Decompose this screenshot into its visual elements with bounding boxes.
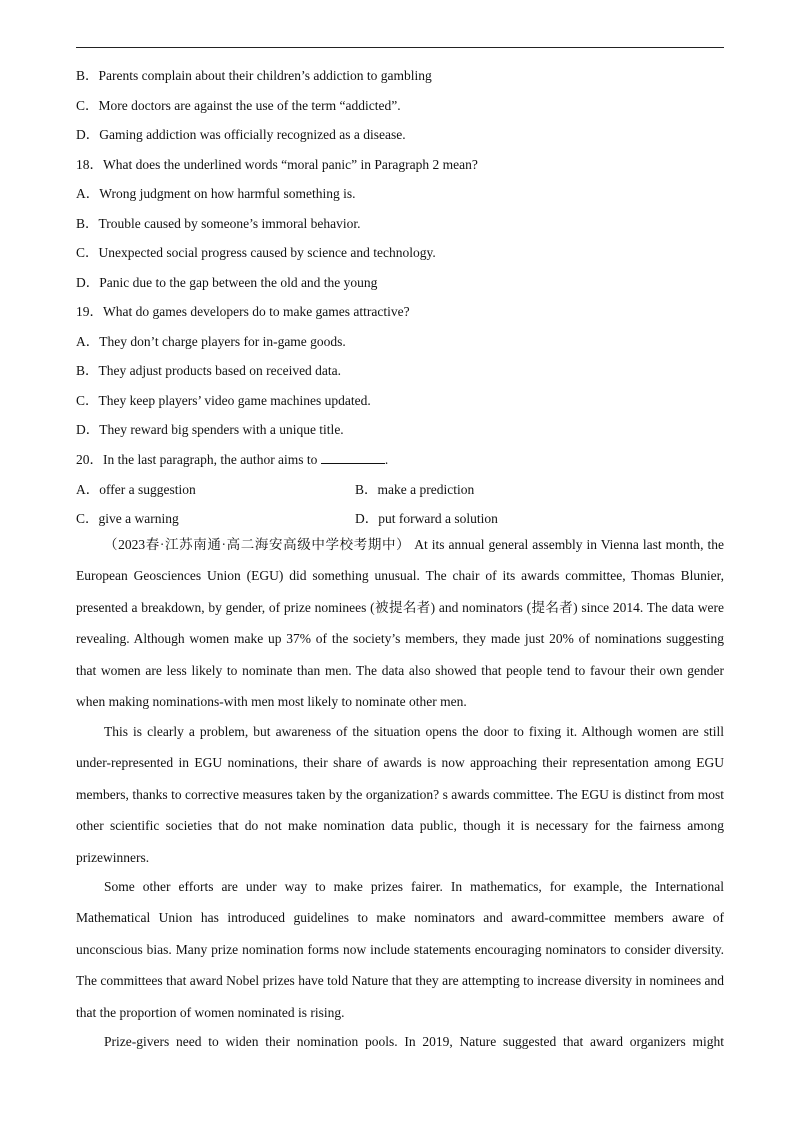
passage-paragraph-1: （2023春·江苏南通·高二海安高级中学校考期中） At its annual general assembly in Vienna last month, the European Geosciences Union (EGU) did something unusual. The chair of its awards committee, Thomas Blunier, presented a breakdown, by gender, of prize nominees (被提名者) and nominators (提名者) since 2014. The data were revealing. Although women make up 37% of the society’s members, they made just 20% of nominations suggesting that women are less likely to nominate than men. The data also showed that people tend to favour their own gender when making nominations-with men most likely to nominate other men. bbox=[76, 537, 724, 710]
q17-option-c: C．More doctors are against the use of the term “addicted”. bbox=[76, 98, 401, 113]
q19-option-b: B．They adjust products based on received data. bbox=[76, 363, 342, 378]
q20-stem-end: . bbox=[384, 452, 389, 467]
q18-stem: 18．What does the underlined words “moral panic” in Paragraph 2 mean? bbox=[76, 157, 478, 172]
passage-paragraph-4: Prize-givers need to widen their nomination pools. In 2019, Nature suggested that award organizers might bbox=[104, 1034, 724, 1049]
q19-option-d: D．They reward big spenders with a unique title. bbox=[76, 422, 344, 437]
answer-blank bbox=[321, 451, 385, 464]
header-rule bbox=[76, 47, 724, 48]
q18-option-d: D．Panic due to the gap between the old and the young bbox=[76, 275, 378, 290]
q20-stem-text: 20．In the last paragraph, the author aims to bbox=[76, 452, 321, 467]
q20-option-c: C．give a warning bbox=[76, 511, 179, 526]
q18-option-b: B．Trouble caused by someone’s immoral behavior. bbox=[76, 216, 361, 231]
q19-option-c: C．They keep players’ video game machines updated. bbox=[76, 393, 371, 408]
passage-paragraph-3: Some other efforts are under way to make prizes fairer. In mathematics, for example, the International Mathematical Union has introduced guidelines to make nominators and award-committee members aware of unconscious bias. Many prize nomination forms now include statements encouraging nominators to consider diversity. The committees that award Nobel prizes have told Nature that they are attempting to increase diversity in nominees and that the proportion of women nominated is rising. bbox=[76, 879, 724, 1020]
passage-paragraph-2: This is clearly a problem, but awareness of the situation opens the door to fixing it. Although women are still under-represented in EGU nominations, their share of awards is now approaching their representation among EGU members, thanks to corrective measures taken by the organization? s awards committee. The EGU is distinct from most other scientific societies that do not make nomination data public, though it is necessary for the fairness among prizewinners. bbox=[76, 724, 724, 865]
q17-option-b: B．Parents complain about their children’s addiction to gambling bbox=[76, 68, 432, 83]
q20-option-a: A．offer a suggestion bbox=[76, 482, 196, 497]
q20-stem bbox=[76, 448, 388, 468]
q18-option-a: A．Wrong judgment on how harmful something is. bbox=[76, 186, 356, 201]
q19-stem: 19．What do games developers do to make games attractive? bbox=[76, 304, 410, 319]
q20-option-b: B．make a prediction bbox=[355, 482, 475, 497]
q17-option-d: D．Gaming addiction was officially recognized as a disease. bbox=[76, 127, 406, 142]
q18-option-c: C．Unexpected social progress caused by science and technology. bbox=[76, 245, 436, 260]
q19-option-a: A．They don’t charge players for in-game goods. bbox=[76, 334, 346, 349]
q20-option-d: D．put forward a solution bbox=[355, 511, 498, 526]
